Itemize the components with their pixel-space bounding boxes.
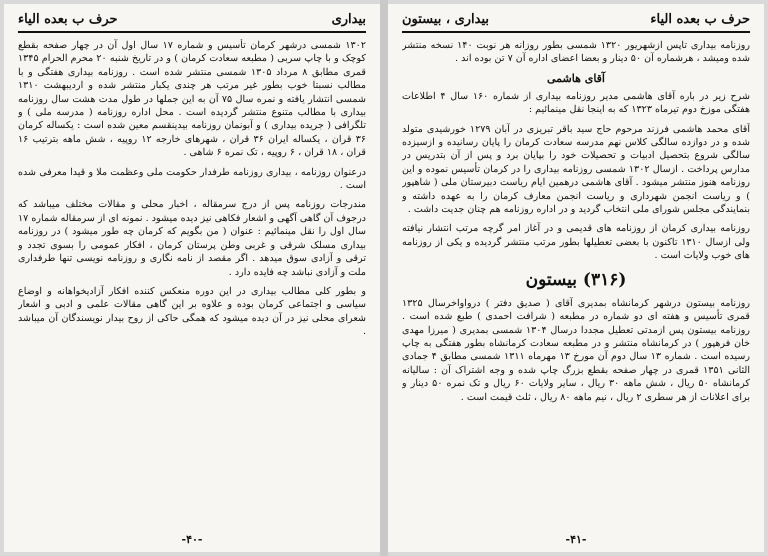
left-paragraph-3: مندرجات روزنامه پس از درج سرمقاله ، اخبار محلی و مقالات مختلف میباشد که درجوف آن گاهی آگهی و اشعار فکاهی نیز دیده میشود . نمونه ای از سرمقاله شماره ۱۷ سال اول را نقل مینمائیم : عنوان ( من بگویم که کرمان چه طور میشود ) در روزنامه بیداری مسلک شرقی و غربی وطن پرستان کرمان ، افکار عمومی را بسوی تجدد و ترقی و آزادی سوق میدهد . اگر مقصد از نامه نگاری و روزنامه نویسی تنها طرفداری ملت و آزادی نباشد چه فایده دارد . <box>18 199 366 278</box>
left-header-right: بیداری <box>331 12 366 27</box>
left-running-head <box>18 12 366 33</box>
left-page <box>4 4 380 552</box>
right-paragraph-mid-1: شرح زیر در باره آقای هاشمی مدیر روزنامه بیداری از شماره ۱۶۰ سال ۴ اطلاعات هفتگی موزخ دوم تیرماه ۱۳۲۳ که به اینجا نقل مینمائیم : <box>402 90 750 116</box>
left-header-left: حرف ب بعده الیاء <box>18 12 118 27</box>
gutter <box>380 0 388 556</box>
right-paragraph-mid-2: آقای محمد هاشمی فرزند مرحوم حاج سید باقر تبریزی در آبان ۱۲۷۹ خورشیدی متولد شده و در دوازده سالگی کلاس نهم مدرسه سعادت کرمان را پایان رسانیده و ازسیزده سالگی شروع بتحصیل ادبیات و تحصیلات خود را بپایان برد و پس از آن بتدریس در مدارس پرداخت . ازسال ۱۳۰۲ شمسی روزنامه بیداری را در کرمان تأسیس نموده و این روزنامه هنوز منتشر میشود . آقای هاشمی درهمین ایام ریاست دبیرستان ملی ( شاهپور ) و ریاست انجمن شهرداری و ریاست انجمن معارف کرمان را به عهده داشته و بنمایندگی مجلس شورای ملی انتخاب گردید و در اداره روزنامه هم چنان جدیت داشت . <box>402 123 750 216</box>
right-header-left: بیداری ، بیستون <box>402 12 490 27</box>
left-page-number: -۴۰- <box>181 533 203 546</box>
right-page-number: -۴۱- <box>565 533 587 546</box>
right-page <box>388 4 764 552</box>
right-paragraph-top: روزنامه بیداری تاپس ازشهریور ۱۳۲۰ شمسی بطور روزانه هر نوبت ۱۴۰ نسخه منتشر شده ومیشد ، هرشماره آن ۵۰ دینار و بعضا اعضای اداره آن ۷ تن بوده اند . <box>402 40 750 65</box>
right-running-head <box>402 12 750 33</box>
right-body <box>402 39 750 537</box>
right-paragraph-bottom-1: روزنامه بیستون درشهر کرمانشاه بمدیری آقای ( صدیق دفتر ) درواواخرسال ۱۳۲۵ قمری تأسیس و هفته ای دو شماره در مطبعه ( شرافت احمدی ) طبع شده است . روزنامه بیستون پس ازمدتی تعطیل مجددا درسال ۱۳۰۴ شمسی بمدیری ( میرزا مهدی خان فرهپور ) در کرمانشاه منتشر و در مطبعه سعادت کرمانشاه بطور هفتگی به چاپ رسیده است . شماره ۱۳ سال دوم آن مورخ ۱۳ مهرماه ۱۳۱۱ شمسی مطابق ۴ جمادی الثانی ۱۳۵۱ قمری در چهار صفحه بقطع بزرگ چاپ شده و وجه اشتراک آن : سالیانه کرمانشاه ۵۰ ریال ، شش ماهه ۳۰ ریال ، سایر ولایات ۶۰ ریال و تک نمره ۵۰ دینار و برای اعلانات از هر سطری ۲ ریال ، نیم ماهه ۸۰ ریال ، ثلث قیمت است . <box>402 297 750 403</box>
left-paragraph-4: و بطور کلی مطالب بیداری در این دوره منعکس کننده افکار آزادیخواهانه و اوضاع سیاسی و اجتماعی کرمان بوده و علاوه بر این گاهی مقالات علمی و ادبی و اشعار شعرای محلی نیز در آن دیده میشود که همگی حاکی از روح بیدار نویسندگان آن میباشد . <box>18 285 366 338</box>
left-paragraph-1: ۱۳۰۲ شمسی درشهر کرمان تأسیس و شماره ۱۷ سال اول آن در چهار صفحه بقطع کوچک و با چاپ سربی ( مطبعه سعادت کرمان ) و در تاریخ شنبه ۲۰ محرم الحرام ۱۳۴۵ قمری مطابق ۸ مرداد ۱۳۰۵ شمسی منتشر شده است . روزنامه بیداری هفتگی و با مطالب نسبتا خوب بطور غیر مرتب هر چندی یکبار منتشر شده و اردیبهشت ۱۳۱۰ شمسی انتشار یافته و نمره سال ۷۵ آن به این جملها در طول مدت هشت سال روزنامه بیداری با مطالب متنوع منتشر گردیده است . محل اداره روزنامه ( مدرسه ملی ) و تلگرافی ( جریده بیداری ) و آبونمان روزنامه بیدینقسم معین شده است : یکساله کرمان ۳۶ قران ، یکساله ایران ۳۶ قران ، شهرهای خارجه ۱۲ روپیه ، شش ماهه بترتیب ۱۶ قران ، ۱۸ قران ، ۶ روپیه ، تک نمره ۶ شاهی . <box>18 40 366 159</box>
entry-heading: (۳۱۶) بیستون <box>525 269 627 290</box>
right-paragraph-mid-3: روزنامه بیداری کرمان از روزنامه های قدیمی و در آغاز امر گرچه مرتب انتشار نیافته ولی ازسال ۱۳۱۰ تاکنون با بعضی تعطیلها بطور مرتب منتشر گردیده و یکی از روزنامه های خوب ولایات است . <box>402 223 750 262</box>
left-paragraph-2: درعنوان روزنامه ، بیداری روزنامه طرفدار حکومت ملی وعظمت ملا و قیدا معرفی شده است . <box>18 166 366 192</box>
left-body <box>18 39 366 537</box>
right-header-right: حرف ب بعده الیاء <box>650 12 750 27</box>
section-subhead: آقای هاشمی <box>546 71 605 85</box>
